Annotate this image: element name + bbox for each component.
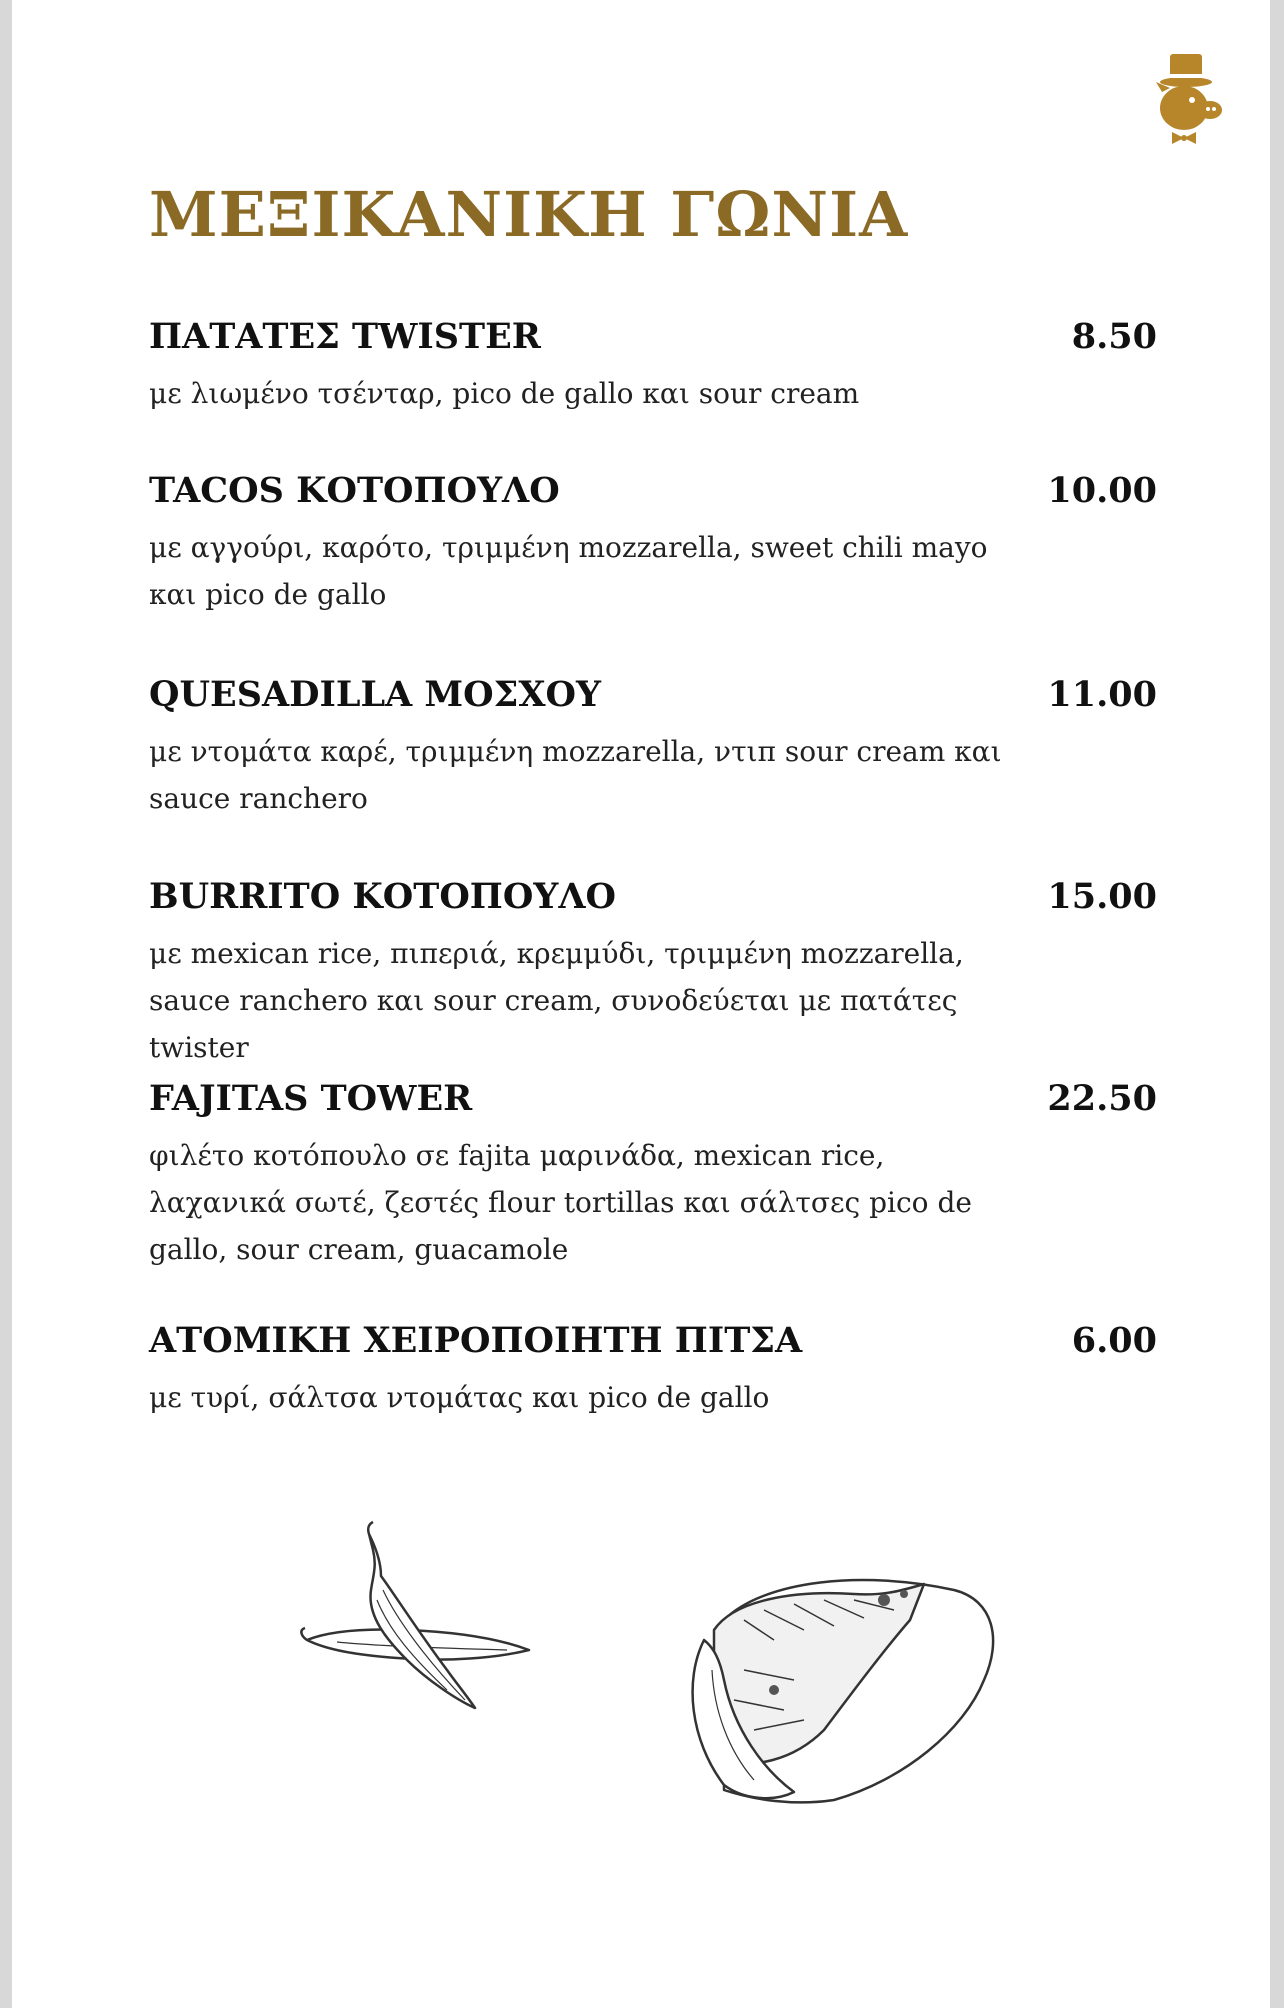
item-price: 15.00 <box>1047 876 1157 917</box>
section-title: ΜΕΞΙΚΑΝΙΚΗ ΓΩΝΙΑ <box>149 178 909 251</box>
chili-peppers-icon <box>297 1520 537 1720</box>
menu-item <box>149 674 1157 822</box>
menu-item <box>149 876 1157 1071</box>
taco-icon <box>684 1560 1004 1810</box>
item-name: BURRITO ΚΟΤΟΠΟΥΛΟ <box>149 876 616 917</box>
item-price: 22.50 <box>1047 1078 1157 1119</box>
menu-item <box>149 1078 1157 1273</box>
item-price: 8.50 <box>1071 316 1157 357</box>
item-description: με τυρί, σάλτσα ντομάτας και pico de gallo <box>149 1381 770 1414</box>
menu-item <box>149 470 1157 618</box>
item-price: 6.00 <box>1071 1320 1157 1361</box>
item-name: ΑΤΟΜΙΚΗ ΧΕΙΡΟΠΟΙΗΤΗ ΠΙΤΣΑ <box>149 1320 803 1361</box>
menu-item <box>149 316 1157 417</box>
item-price: 11.00 <box>1047 674 1157 715</box>
item-description: φιλέτο κοτόπουλο σε fajita μαρινάδα, mexican rice, λαχανικά σωτέ, ζεστές flour tortillas και σάλτσες pico de gallo, sour cream, guacamole <box>149 1139 972 1266</box>
item-name: FAJITAS TOWER <box>149 1078 473 1119</box>
item-description: με mexican rice, πιπεριά, κρεμμύδι, τριμμένη mozzarella, sauce ranchero και sour cream, συνοδεύεται με πατάτες twister <box>149 937 964 1064</box>
item-description: με λιωμένο τσένταρ, pico de gallo και sour cream <box>149 377 860 410</box>
item-name: ΠΑΤΑΤΕΣ TWISTER <box>149 316 541 357</box>
item-name: TACOS ΚΟΤΟΠΟΥΛΟ <box>149 470 560 511</box>
item-price: 10.00 <box>1047 470 1157 511</box>
top-hat-pig-logo-icon <box>1146 52 1226 144</box>
menu-item <box>149 1320 1157 1421</box>
item-description: με αγγούρι, καρότο, τριμμένη mozzarella, sweet chili mayo και pico de gallo <box>149 531 988 611</box>
item-name: QUESADILLA ΜΟΣΧΟΥ <box>149 674 602 715</box>
item-description: με ντομάτα καρέ, τριμμένη mozzarella, ντιπ sour cream και sauce ranchero <box>149 735 1002 815</box>
